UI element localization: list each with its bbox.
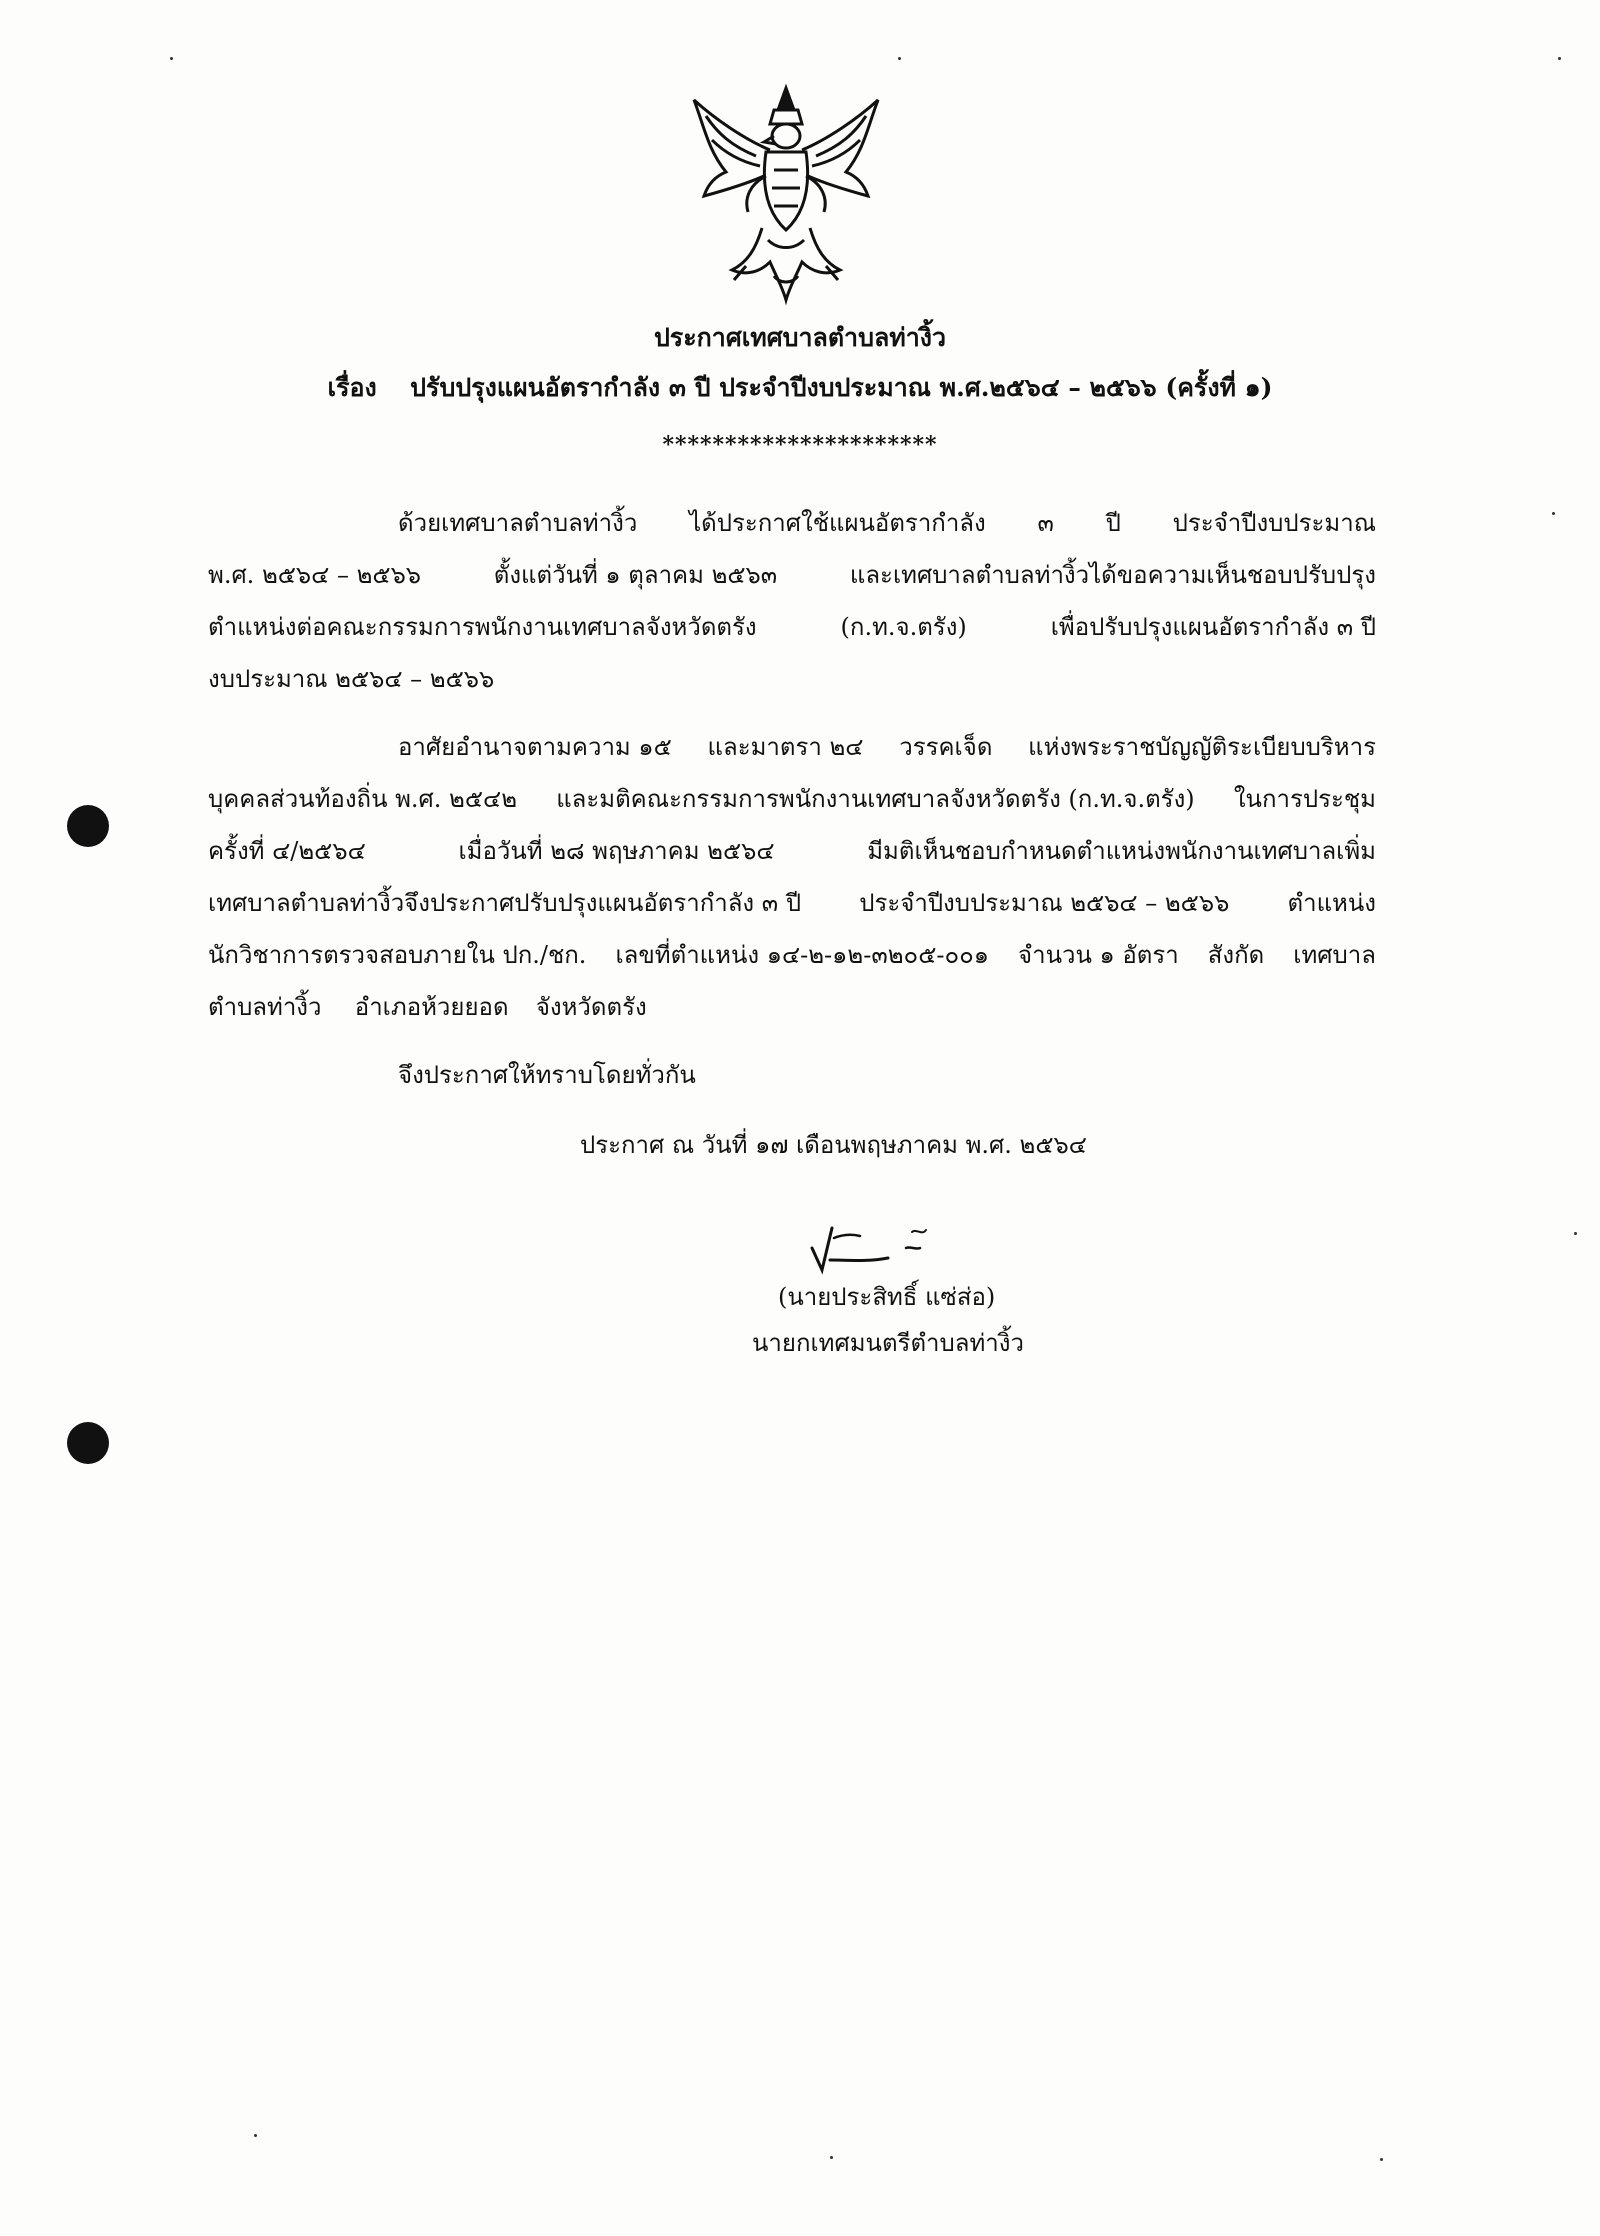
paragraph-2-line: อาศัยอำนาจตามความ ๑๕ และมาตรา ๒๔ วรรคเจ็ด แห่งพระราชบัญญัติระเบียบบริหาร xyxy=(398,733,1376,761)
separator-stars: ********************** xyxy=(662,432,938,458)
speck xyxy=(254,2134,257,2137)
speck xyxy=(898,57,901,60)
speck xyxy=(170,57,173,60)
announcement-date: ประกาศ ณ วันที่ ๑๗ เดือนพฤษภาคม พ.ศ. ๒๕๖๔ xyxy=(580,1131,1087,1159)
paragraph-2-line: ครั้งที่ ๔/๒๕๖๔ เมื่อวันที่ ๒๘ พฤษภาคม ๒๕๖๔ มีมติเห็นชอบกำหนดตำแหน่งพนักงานเทศบาลเพิ่ม xyxy=(208,837,1376,865)
speck xyxy=(1574,1232,1577,1235)
punch-hole xyxy=(67,1422,109,1464)
garuda-emblem xyxy=(686,80,886,310)
announcement-subject xyxy=(0,368,1600,408)
paragraph-1-line: พ.ศ. ๒๕๖๔ – ๒๕๖๖ ตั้งแต่วันที่ ๑ ตุลาคม ๒๕๖๓ และเทศบาลตำบลท่างิ้วได้ขอความเห็นชอบปรับปรุง xyxy=(208,561,1376,589)
closing-statement: จึงประกาศให้ทราบโดยทั่วกัน xyxy=(398,1061,696,1089)
signatory-name: (นายประสิทธิ์ แซ่ส่อ) xyxy=(778,1283,996,1311)
paragraph-1-line: ด้วยเทศบาลตำบลท่างิ้ว ได้ประกาศใช้แผนอัตรากำลัง ๓ ปี ประจำปีงบประมาณ xyxy=(398,509,1376,537)
subject-text: ปรับปรุงแผนอัตรากำลัง ๓ ปี ประจำปีงบประมาณ พ.ศ.๒๕๖๔ – ๒๕๖๖ (ครั้งที่ ๑) xyxy=(410,373,1273,402)
punch-hole xyxy=(67,805,109,847)
announcement-title: ประกาศเทศบาลตำบลท่างิ้ว xyxy=(653,323,947,352)
speck xyxy=(1380,2158,1383,2161)
speck xyxy=(830,2156,833,2159)
paragraph-2-line: บุคคลส่วนท้องถิ่น พ.ศ. ๒๕๔๒ และมติคณะกรรมการพนักงานเทศบาลจังหวัดตรัง (ก.ท.จ.ตรัง) ในการประชุม xyxy=(208,785,1376,813)
paragraph-1-line: ตำแหน่งต่อคณะกรรมการพนักงานเทศบาลจังหวัดตรัง (ก.ท.จ.ตรัง) เพื่อปรับปรุงแผนอัตรากำลัง ๓ ปี xyxy=(208,613,1376,641)
paragraph-1-line: งบประมาณ ๒๕๖๔ – ๒๕๖๖ xyxy=(208,665,495,693)
speck xyxy=(1552,512,1555,515)
paragraph-2-line: นักวิชาการตรวจสอบภายใน ปก./ชก. เลขที่ตำแหน่ง ๑๔-๒-๑๒-๓๒๐๕-๐๐๑ จำนวน ๑ อัตรา สังกัด เทศบาล xyxy=(208,941,1376,969)
signatory-position: นายกเทศมนตรีตำบลท่างิ้ว xyxy=(752,1329,1024,1357)
paragraph-2-line: เทศบาลตำบลท่างิ้วจึงประกาศปรับปรุงแผนอัตรากำลัง ๓ ปี ประจำปีงบประมาณ ๒๕๖๔ – ๒๕๖๖ ตำแหน่ง xyxy=(208,889,1376,917)
speck xyxy=(1558,57,1561,60)
handwritten-signature xyxy=(808,1218,938,1278)
paragraph-2-line: ตำบลท่างิ้ว อำเภอห้วยยอด จังหวัดตรัง xyxy=(208,993,647,1021)
subject-label: เรื่อง xyxy=(327,373,377,402)
